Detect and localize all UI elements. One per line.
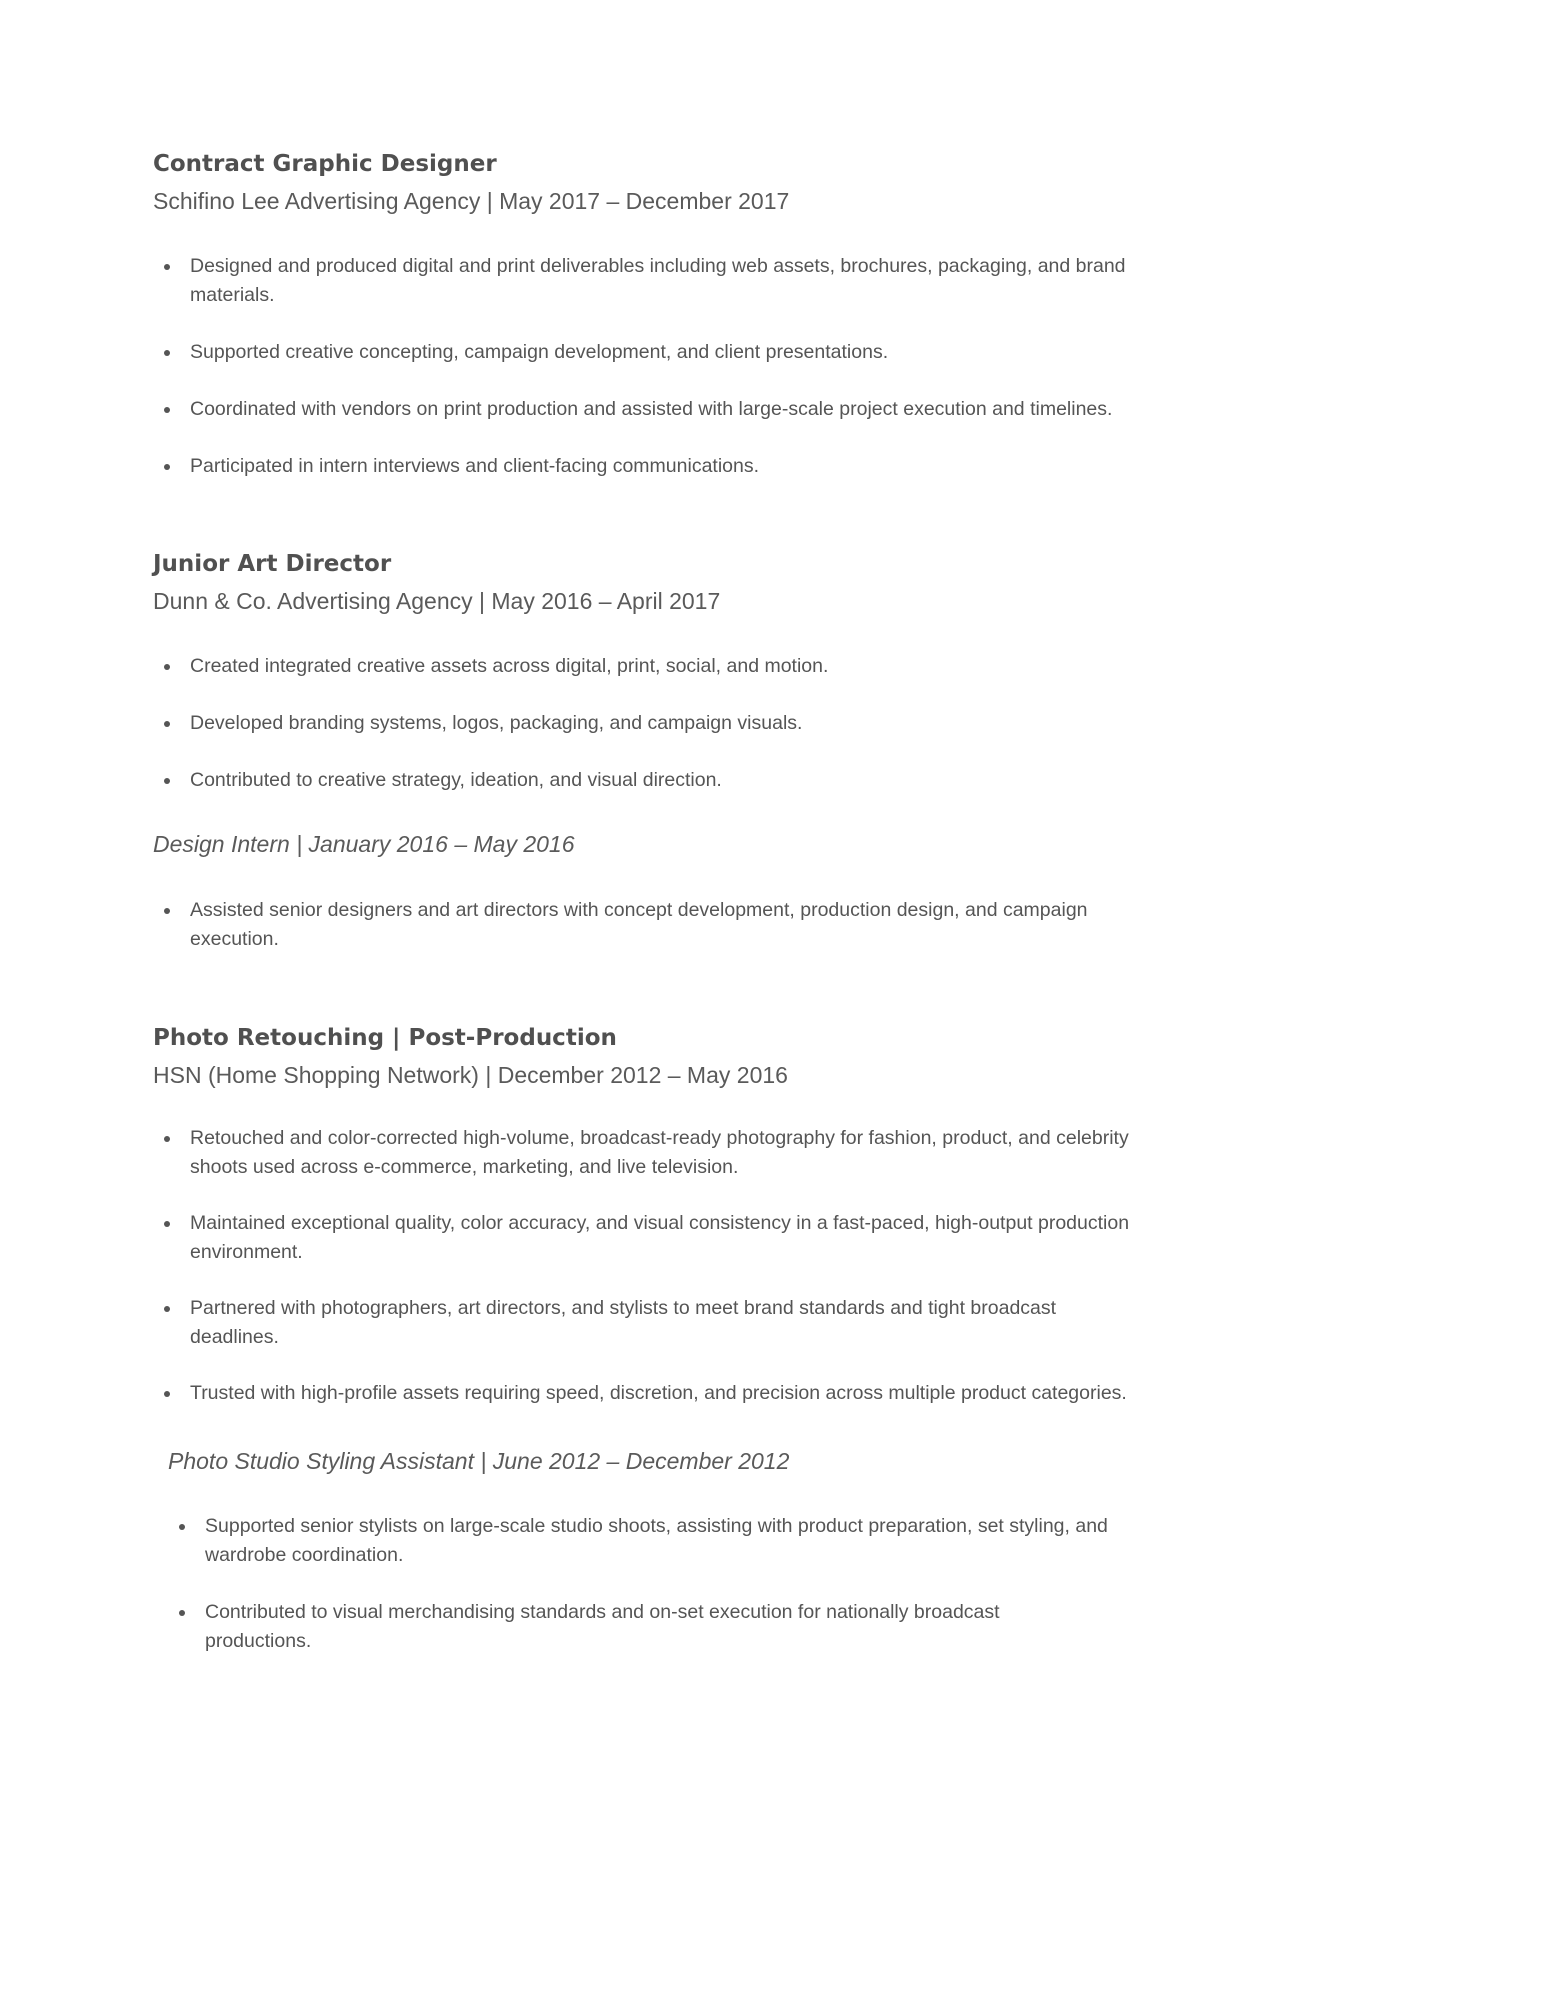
bullet-list bbox=[153, 395, 1233, 424]
bullet-item: Partnered with photographers, art directors, and stylists to meet brand standards and tight broadcast deadlines. bbox=[153, 1294, 1148, 1351]
bullet-item: Contributed to visual merchandising standards and on-set execution for nationally broadcast productions. bbox=[168, 1598, 1098, 1655]
bullet-list bbox=[168, 1512, 1163, 1569]
bullet-item: Trusted with high-profile assets requiring speed, discretion, and precision across multiple product categories. bbox=[153, 1379, 1233, 1408]
bullet-list bbox=[153, 652, 1213, 681]
bullet-item: Coordinated with vendors on print production and assisted with large-scale project execution and timelines. bbox=[153, 395, 1233, 424]
bullet-list bbox=[153, 896, 1093, 953]
bullet-list bbox=[168, 1598, 1098, 1655]
sub-role-title: Design Intern | January 2016 – May 2016 bbox=[153, 831, 575, 857]
bullet-item: Maintained exceptional quality, color accuracy, and visual consistency in a fast-paced, high-output production environment. bbox=[153, 1209, 1138, 1266]
job-title: Junior Art Director bbox=[153, 551, 392, 577]
bullet-item: Developed branding systems, logos, packaging, and campaign visuals. bbox=[153, 709, 1213, 738]
job-title: Photo Retouching | Post-Production bbox=[153, 1025, 617, 1051]
job-entry bbox=[153, 148, 1233, 218]
sub-role-title: Photo Studio Styling Assistant | June 2012 – December 2012 bbox=[168, 1448, 790, 1474]
company-dates: Dunn & Co. Advertising Agency | May 2016 – April 2017 bbox=[153, 588, 721, 614]
bullet-item: Contributed to creative strategy, ideation, and visual direction. bbox=[153, 766, 1213, 795]
company-dates: HSN (Home Shopping Network) | December 2012 – May 2016 bbox=[153, 1062, 788, 1088]
job-title: Contract Graphic Designer bbox=[153, 151, 497, 177]
sub-role bbox=[153, 827, 1233, 861]
bullet-list bbox=[153, 766, 1213, 795]
sub-role bbox=[168, 1444, 1248, 1478]
bullet-list bbox=[153, 338, 1213, 367]
bullet-list bbox=[153, 452, 1213, 481]
bullet-list bbox=[153, 1124, 1148, 1181]
bullet-list bbox=[153, 709, 1213, 738]
bullet-list bbox=[153, 1294, 1148, 1351]
job-entry bbox=[153, 548, 1233, 618]
bullet-list bbox=[153, 1379, 1233, 1408]
bullet-item: Participated in intern interviews and client-facing communications. bbox=[153, 452, 1213, 481]
bullet-item: Assisted senior designers and art directors with concept development, production design, and campaign execution. bbox=[153, 896, 1093, 953]
bullet-item: Created integrated creative assets across digital, print, social, and motion. bbox=[153, 652, 1213, 681]
job-entry bbox=[153, 1022, 1233, 1092]
bullet-item: Retouched and color-corrected high-volume, broadcast-ready photography for fashion, product, and celebrity shoots used across e-commerce, marketing, and live television. bbox=[153, 1124, 1148, 1181]
bullet-item: Supported senior stylists on large-scale studio shoots, assisting with product preparation, set styling, and wardrobe coordination. bbox=[168, 1512, 1163, 1569]
bullet-item: Supported creative concepting, campaign development, and client presentations. bbox=[153, 338, 1213, 367]
bullet-list bbox=[153, 252, 1213, 309]
bullet-item: Designed and produced digital and print deliverables including web assets, brochures, packaging, and brand materials. bbox=[153, 252, 1213, 309]
company-dates: Schifino Lee Advertising Agency | May 2017 – December 2017 bbox=[153, 188, 790, 214]
bullet-list bbox=[153, 1209, 1138, 1266]
